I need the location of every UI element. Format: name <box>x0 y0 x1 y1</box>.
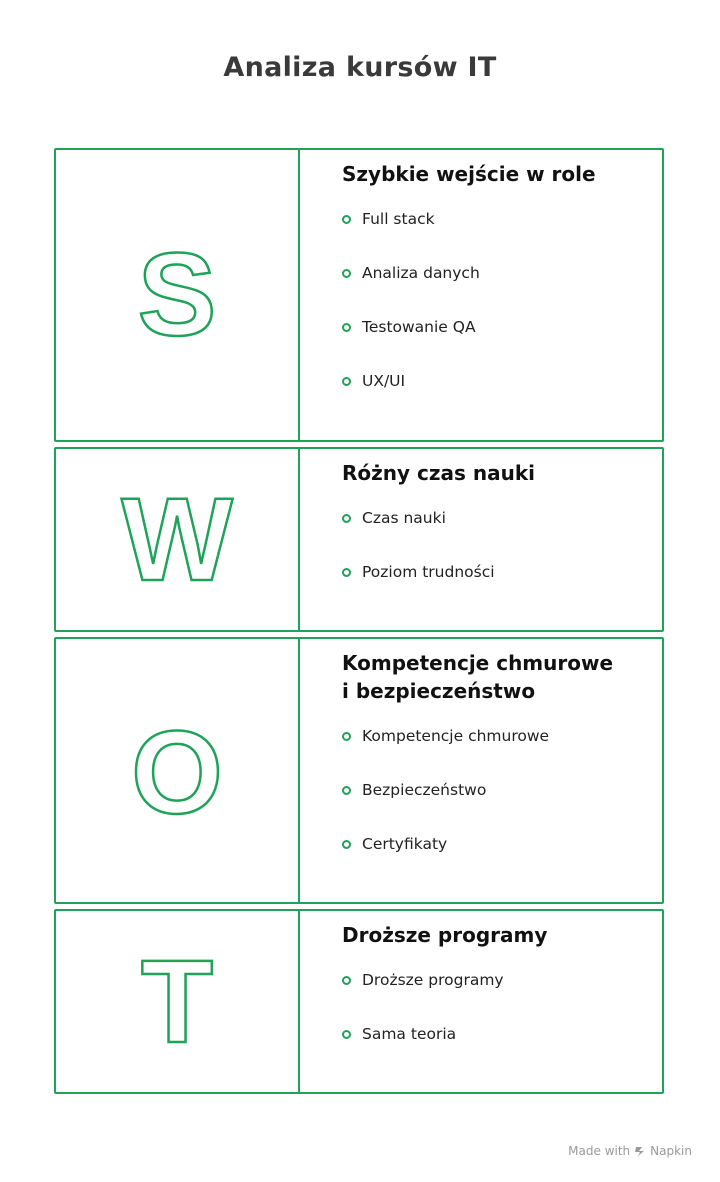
row-heading: Droższe programy <box>342 923 548 947</box>
letter-w-outline <box>102 480 252 600</box>
napkin-logo-icon <box>634 1145 646 1157</box>
list-item: Poziom trudności <box>342 559 662 613</box>
letter-w: W <box>121 479 233 600</box>
item-list <box>342 967 662 1075</box>
item-list <box>342 206 662 422</box>
letter-s-outline <box>117 235 237 355</box>
swot-row-opportunities <box>54 637 664 904</box>
list-item: Droższe programy <box>342 967 662 1021</box>
napkin-brand: Napkin <box>650 1144 692 1158</box>
letter-t-outline <box>117 942 237 1062</box>
bullet-icon <box>342 215 351 224</box>
row-heading: Różny czas nauki <box>342 461 536 485</box>
letter-cell-w <box>56 449 300 630</box>
made-with-label: Made with <box>568 1144 631 1158</box>
bullet-icon <box>342 269 351 278</box>
list-item: Czas nauki <box>342 505 662 559</box>
item-list <box>342 505 662 613</box>
page-title: Analiza kursów IT <box>223 52 497 83</box>
letter-cell-s <box>56 150 300 440</box>
list-item: Bezpieczeństwo <box>342 777 662 831</box>
bullet-icon <box>342 323 351 332</box>
list-item: Kompetencje chmurowe <box>342 723 662 777</box>
list-item: Analiza danych <box>342 260 662 314</box>
row-heading-line: i bezpieczeństwo <box>342 679 536 703</box>
item-list <box>342 723 662 885</box>
list-item: Full stack <box>342 206 662 260</box>
content-cell-opportunities <box>300 639 662 902</box>
list-item: Certyfikaty <box>342 831 662 885</box>
swot-row-strengths <box>54 148 664 442</box>
footer-credit <box>568 1144 692 1158</box>
letter-o-outline <box>117 711 237 831</box>
row-heading <box>342 649 662 705</box>
list-item: Testowanie QA <box>342 314 662 368</box>
letter-t: T <box>140 941 214 1062</box>
bullet-icon <box>342 976 351 985</box>
bullet-icon <box>342 514 351 523</box>
letter-s: S <box>137 235 217 355</box>
swot-row-threats <box>54 909 664 1094</box>
content-cell-threats <box>300 911 662 1092</box>
bullet-icon <box>342 1030 351 1039</box>
row-heading-line: Kompetencje chmurowe <box>342 651 614 675</box>
content-cell-strengths <box>300 150 662 440</box>
letter-o: O <box>131 710 223 831</box>
letter-cell-t <box>56 911 300 1092</box>
swot-row-weaknesses <box>54 447 664 632</box>
bullet-icon <box>342 377 351 386</box>
content-cell-weaknesses <box>300 449 662 630</box>
bullet-icon <box>342 840 351 849</box>
list-item: UX/UI <box>342 368 662 422</box>
letter-cell-o <box>56 639 300 902</box>
list-item: Sama teoria <box>342 1021 662 1075</box>
bullet-icon <box>342 568 351 577</box>
row-heading: Szybkie wejście w role <box>342 162 596 186</box>
bullet-icon <box>342 732 351 741</box>
bullet-icon <box>342 786 351 795</box>
